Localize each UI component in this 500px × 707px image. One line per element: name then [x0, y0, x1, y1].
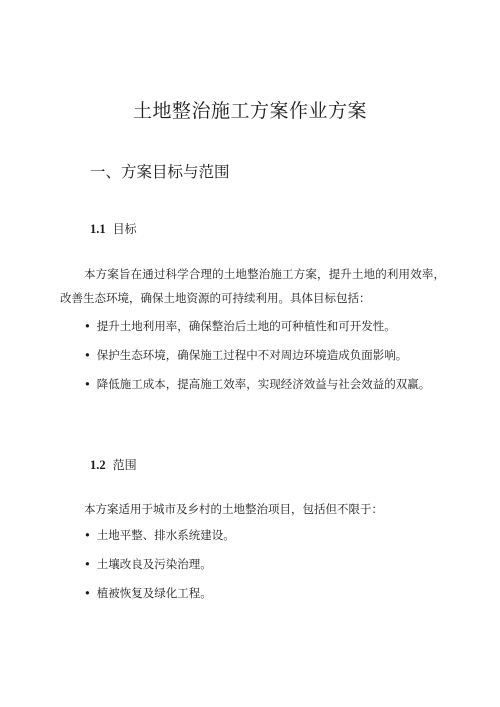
subsection-title: 范围: [112, 458, 137, 472]
subsection-heading-goal: [90, 220, 137, 238]
list-item: • 植被恢复及绿化工程。: [60, 581, 445, 605]
list-item: • 土壤改良及污染治理。: [60, 552, 445, 576]
subsection-heading-scope: [90, 456, 137, 474]
bullet-icon: •: [84, 586, 91, 600]
goal-bullet-list: [60, 314, 445, 401]
scope-intro-paragraph: 本方案适用于城市及乡村的土地整治项目，包括但不限于：: [84, 502, 383, 516]
bullet-icon: •: [84, 528, 91, 542]
list-item: • 降低施工成本，提高施工效率，实现经济效益与社会效益的双赢。: [60, 372, 445, 396]
bullet-icon: •: [84, 557, 91, 571]
subsection-number: 1.2: [90, 458, 106, 472]
document-title: 土地整治施工方案作业方案: [132, 100, 367, 122]
bullet-icon: •: [84, 319, 91, 333]
subsection-title: 目标: [112, 222, 137, 236]
list-item: • 土地平整、排水系统建设。: [60, 523, 445, 547]
bullet-icon: •: [84, 348, 91, 362]
list-item: • 提升土地利用率，确保整治后土地的可种植性和可开发性。: [60, 314, 445, 338]
scope-bullet-list: [60, 523, 445, 610]
goal-intro-paragraph: 本方案旨在通过科学合理的土地整治施工方案，提升土地的利用效率，改善生态环境，确保土地资源的可持续利用。具体目标包括：: [60, 267, 445, 305]
section-heading: 一、方案目标与范围: [90, 163, 230, 181]
subsection-number: 1.1: [90, 222, 106, 236]
bullet-icon: •: [84, 377, 91, 391]
list-item: • 保护生态环境，确保施工过程中不对周边环境造成负面影响。: [60, 343, 445, 367]
